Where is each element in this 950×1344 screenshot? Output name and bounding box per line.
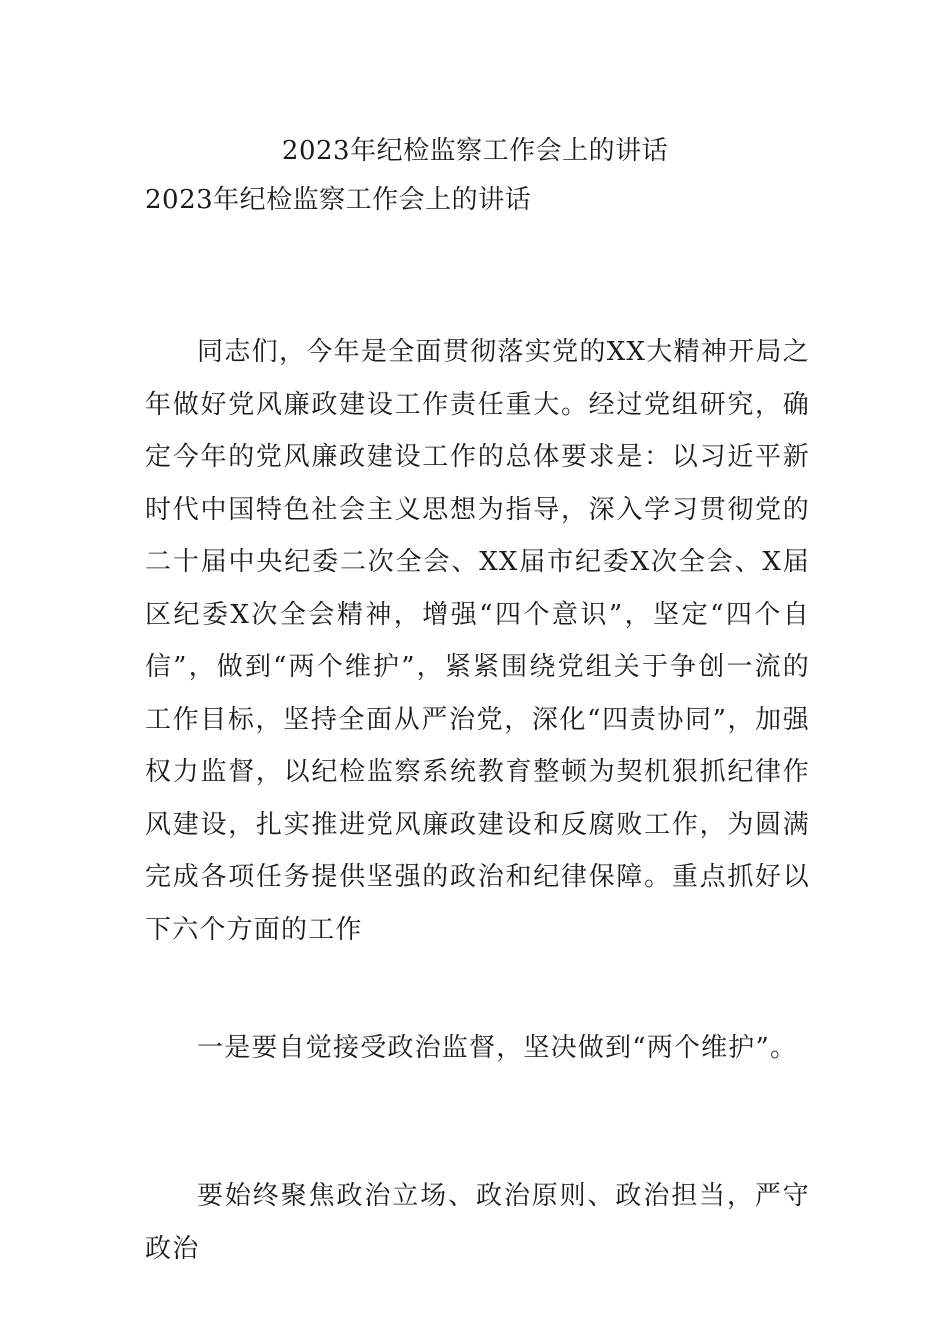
document-title: 2023年纪检监察工作会上的讲话 (281, 136, 669, 166)
document-subtitle: 2023年纪检监察工作会上的讲话 (145, 185, 532, 215)
body-paragraph-intro: 同志们，今年是全面贯彻落实党的XX大精神开局之年做好党风廉政建设工作责任重大。经过党组研究，确定今年的党风廉政建设工作的总体要求是：以习近平新时代中国特色社会主义思想为指导，深入学习贯彻党的二十届中央纪委二次全会、XX届市纪委X次全会、X届区纪委X次全会精神，增强“四个意识”，坚定“四个自信”，做到“两个维护”，紧紧围绕党组关于争创一流的工作目标，坚持全面从严治党，深化“四责协同”，加强权力监督，以纪检监察系统教育整顿为契机狠抓纪律作风建设，扎实推进党风廉政建设和反腐败工作，为圆满完成各项任务提供坚强的政治和纪律保障。重点抓好以下六个方面的工作 (145, 337, 810, 945)
body-paragraph-point-one: 一是要自觉接受政治监督，坚决做到“两个维护”。 (197, 1033, 798, 1063)
body-paragraph-continuation: 要始终聚焦政治立场、政治原则、政治担当，严守政治 (145, 1181, 810, 1264)
